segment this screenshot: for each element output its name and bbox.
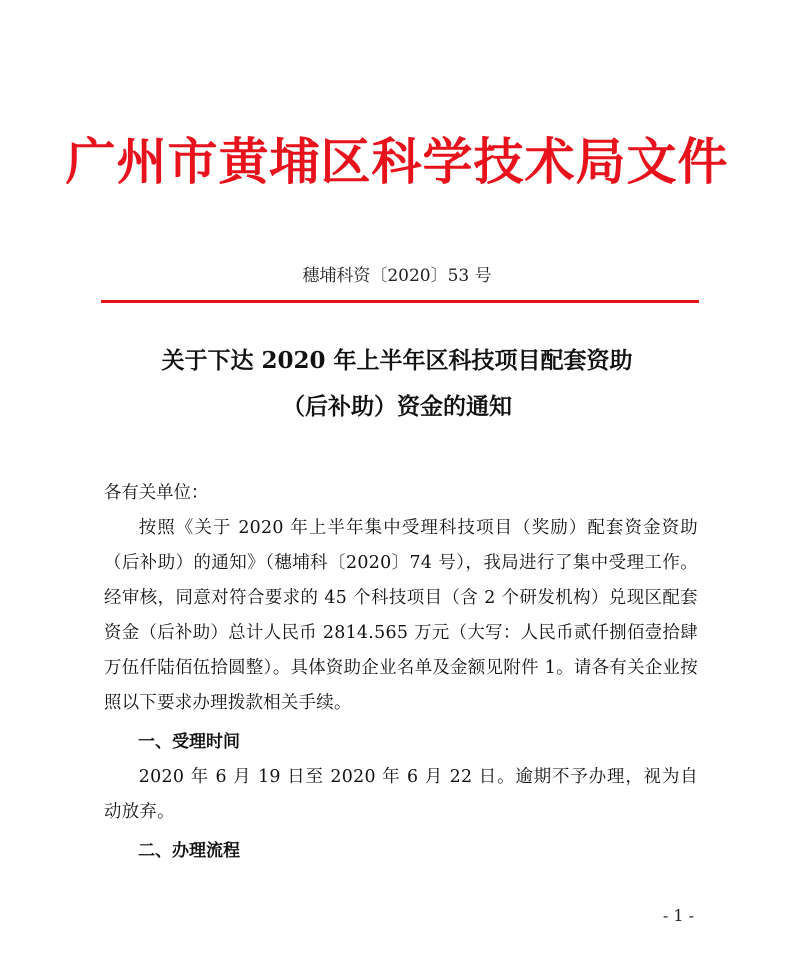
issuer-title: 广州市黄埔区科学技术局文件	[65, 132, 729, 191]
section-heading-acceptance-time: 一、受理时间	[138, 732, 240, 752]
notice-title-line-1: 关于下达 2020 年上半年区科技项目配套资助	[161, 347, 633, 374]
notice-title-line-2: （后补助）资金的通知	[282, 393, 512, 420]
red-divider-line	[101, 300, 699, 303]
paragraph-acceptance-time: 2020 年 6 月 19 日至 2020 年 6 月 22 日。逾期不予办理，视为自动放弃。	[104, 767, 698, 822]
document-number: 穗埔科资〔2020〕53 号	[302, 266, 492, 286]
page-number: - 1 -	[662, 906, 694, 925]
notice-title	[0, 338, 794, 430]
paragraph-main: 按照《关于 2020 年上半年集中受理科技项目（奖励）配套资金资助（后补助）的通知》（穗埔科〔2020〕74 号），我局进行了集中受理工作。经审核，同意对符合要求的 45 个科技项目（含 2 个研发机构）兑现区配套资金（后补助）总计人民币 2814.565 万元（大写：人民币贰仟捌佰壹拾肆万伍仟陆佰伍拾圆整）。具体资助企业名单及金额见附件 1。请各有关企业按照以下要求办理拨款相关手续。	[104, 518, 698, 713]
document-body	[104, 476, 698, 869]
section-heading-process: 二、办理流程	[138, 841, 240, 861]
salutation: 各有关单位：	[104, 483, 209, 503]
